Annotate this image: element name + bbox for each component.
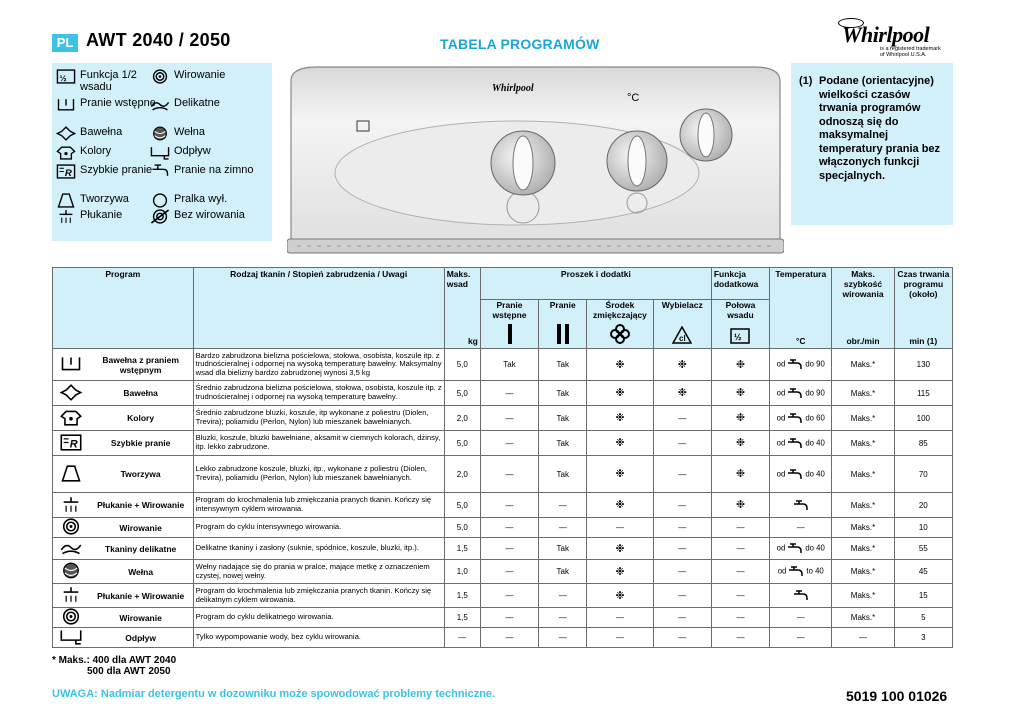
max-load: 1,5 <box>444 584 480 608</box>
col-detergent: Proszek i dodatki <box>480 268 711 300</box>
prewash-icon <box>56 97 76 111</box>
duration-value: 3 <box>894 628 952 648</box>
col-softener: Środek zmiękczający <box>587 299 653 320</box>
note-text: Podane (orientacyjne) wielkości czasów trwania programów odnoszą się do maksymalnej temperatury prania bez włączonych funkcji specjalnych. <box>819 75 941 182</box>
softener-value: ❉ <box>587 560 653 584</box>
prewash-compartment-icon <box>480 320 538 349</box>
unit-rpm: obr./min <box>832 320 894 349</box>
program-description: Program do krochmalenia lub zmiękczania pranych tkanin. Kończy się intensywnym cyklem wirowania. <box>193 493 444 518</box>
no-spin-icon <box>150 209 170 223</box>
program-name: Wirowanie <box>89 518 193 538</box>
legend-label: Bez wirowania <box>174 209 245 221</box>
legend-label: Delikatne <box>174 97 220 109</box>
temperature-value: od do 60 <box>770 406 832 431</box>
half-load-value: ❉ <box>711 456 769 493</box>
bleach-value: — <box>653 456 711 493</box>
bleach-value: — <box>653 608 711 628</box>
control-panel-drawing <box>287 63 784 256</box>
programme-knob[interactable] <box>491 131 555 195</box>
wash-value: — <box>539 608 587 628</box>
prewash-icon <box>53 349 89 381</box>
legend-item <box>150 145 254 159</box>
wash-compartment-icon <box>539 320 587 349</box>
programme-table <box>52 267 953 648</box>
col-temp: Temperatura <box>770 268 832 300</box>
legend-label: Pralka wył. <box>174 193 228 205</box>
duration-value: 45 <box>894 560 952 584</box>
rinse-icon <box>53 493 89 518</box>
wash-value: Tak <box>539 456 587 493</box>
temperature-value: od to 40 <box>770 560 832 584</box>
col-fabric: Rodzaj tkanin / Stopień zabrudzenia / Uwagi <box>193 268 444 300</box>
temperature-value: od do 90 <box>770 381 832 406</box>
temperature-value: od do 90 <box>770 349 832 381</box>
col-wash: Pranie <box>539 299 587 320</box>
table-row <box>53 608 953 628</box>
unit-minutes: min (1) <box>894 320 952 349</box>
max-load: 1,0 <box>444 560 480 584</box>
temperature-value <box>770 493 832 518</box>
program-name: Kolory <box>89 406 193 431</box>
bleach-value: — <box>653 493 711 518</box>
duration-value: 130 <box>894 349 952 381</box>
half-load-value: — <box>711 518 769 538</box>
legend-item <box>56 193 160 207</box>
colours-icon <box>56 145 76 159</box>
spin-icon <box>53 608 89 628</box>
temperature-value: od do 40 <box>770 538 832 560</box>
program-description: Delikatne tkaniny i zasłony (suknie, spódnice, koszule, bluzki, itp.). <box>193 538 444 560</box>
program-description: Średnio zabrudzona bielizna pościelowa, stołowa, osobista, koszule itp. z trudnościeralnej i odpornej na wysoką temperaturę bawełny. <box>193 381 444 406</box>
legend-item <box>150 193 254 207</box>
program-name: Tkaniny delikatne <box>89 538 193 560</box>
legend-item <box>150 164 254 178</box>
program-name: Płukanie + Wirowanie <box>89 493 193 518</box>
wash-value: — <box>539 518 587 538</box>
softener-value: ❉ <box>587 456 653 493</box>
softener-compartment-icon <box>587 320 653 349</box>
col-half-load: Połowa wsadu <box>711 299 769 320</box>
duration-value: 20 <box>894 493 952 518</box>
program-description: Program do cyklu delikatnego wirowania. <box>193 608 444 628</box>
wash-value: — <box>539 493 587 518</box>
wash-value: — <box>539 628 587 648</box>
softener-value: ❉ <box>587 538 653 560</box>
max-load: 1,5 <box>444 538 480 560</box>
program-name: Odpływ <box>89 628 193 648</box>
half-load-value: — <box>711 608 769 628</box>
temperature-value <box>770 584 832 608</box>
wash-value: Tak <box>539 349 587 381</box>
svg-text:R: R <box>64 167 72 179</box>
whirlpool-logo <box>830 14 960 62</box>
col-time: Czas trwania programu (około) <box>894 268 952 300</box>
spin-speed-value: — <box>832 628 894 648</box>
synthetics-icon <box>56 193 76 207</box>
svg-text:cl: cl <box>679 334 686 343</box>
program-description: Program do krochmalenia lub zmiękczania pranych tkanin. Kończy się delikatnym cyklem wirowania. <box>193 584 444 608</box>
duration-note <box>791 63 953 225</box>
duration-value: 100 <box>894 406 952 431</box>
softener-value: ❉ <box>587 381 653 406</box>
max-load: 5,0 <box>444 431 480 456</box>
softener-value: — <box>587 608 653 628</box>
half-load-value: ❉ <box>711 381 769 406</box>
table-row <box>53 560 953 584</box>
note-number: (1) <box>799 75 813 87</box>
bleach-value: ❉ <box>653 381 711 406</box>
program-description: Bluzki, koszule, bluzki bawełniane, aksamit w ciemnych kolorach, dżinsy, itp. lekko zabrudzone. <box>193 431 444 456</box>
legend-item <box>56 164 160 178</box>
rinse-icon <box>56 209 76 223</box>
half-load-icon <box>56 69 76 83</box>
softener-value: — <box>587 628 653 648</box>
cotton-icon <box>56 126 76 140</box>
temperature-value: od do 40 <box>770 456 832 493</box>
prewash-value: — <box>480 628 538 648</box>
softener-value: — <box>587 518 653 538</box>
svg-text:½: ½ <box>734 332 742 342</box>
legend-item <box>56 209 160 223</box>
max-load: 5,0 <box>444 349 480 381</box>
drain-icon <box>53 628 89 648</box>
bleach-value: — <box>653 538 711 560</box>
col-prewash: Pranie wstępne <box>480 299 538 320</box>
wash-value: Tak <box>539 538 587 560</box>
legend-label: Kolory <box>80 145 112 157</box>
legend-item <box>56 97 160 111</box>
max-load: 2,0 <box>444 456 480 493</box>
max-load: 1,5 <box>444 608 480 628</box>
bleach-value: — <box>653 518 711 538</box>
duration-value: 5 <box>894 608 952 628</box>
legend-label: Wełna <box>174 126 205 138</box>
symbol-legend <box>52 63 272 241</box>
program-name: Wirowanie <box>89 608 193 628</box>
program-description: Wełny nadające się do prania w pralce, mające metkę z oznaczeniem czystej, nowej wełny. <box>193 560 444 584</box>
spin-speed-value: Maks.* <box>832 431 894 456</box>
document-code: 5019 100 01026 <box>846 688 948 704</box>
table-row <box>53 493 953 518</box>
spin-speed-value: Maks.* <box>832 584 894 608</box>
off-icon <box>150 193 170 207</box>
legend-label: Bawełna <box>80 126 123 138</box>
half-load-value: ❉ <box>711 493 769 518</box>
table-row <box>53 431 953 456</box>
half-load-value: ❉ <box>711 431 769 456</box>
unit-celsius: °C <box>770 320 832 349</box>
bleach-compartment-icon <box>653 320 711 349</box>
program-name: Bawełna <box>89 381 193 406</box>
prewash-value: — <box>480 431 538 456</box>
temperature-value: — <box>770 518 832 538</box>
table-row <box>53 584 953 608</box>
half-load-value: — <box>711 560 769 584</box>
prewash-value: — <box>480 518 538 538</box>
legend-item <box>150 209 254 223</box>
col-bleach: Wybielacz <box>653 299 711 320</box>
duration-value: 10 <box>894 518 952 538</box>
temperature-knob[interactable] <box>607 131 667 191</box>
col-program: Program <box>53 268 194 300</box>
prewash-value: — <box>480 406 538 431</box>
unit-kg: kg <box>444 320 480 349</box>
spin-icon <box>150 69 170 83</box>
legend-label: Funkcja 1/2 wsadu <box>80 69 137 93</box>
svg-text:½: ½ <box>59 72 67 83</box>
spin-icon <box>53 518 89 538</box>
bleach-value: — <box>653 560 711 584</box>
language-badge: PL <box>52 34 78 52</box>
spin-speed-value: Maks.* <box>832 349 894 381</box>
warning-text: UWAGA: Nadmiar detergentu w dozowniku może spowodować problemy techniczne. <box>52 688 496 700</box>
spin-speed-knob[interactable] <box>680 109 732 161</box>
softener-value: ❉ <box>587 406 653 431</box>
program-description: Bardzo zabrudzona bielizna pościelowa, stołowa, osobista, koszule itp. z trudnościeralnej i odpornej na wysoką temperaturę bawełny. Maksymalny wsad dla bielizny bardzo zabrudzonej wynosi 3,5 kg <box>193 349 444 381</box>
duration-value: 85 <box>894 431 952 456</box>
spin-speed-value: Maks.* <box>832 560 894 584</box>
softener-value: ❉ <box>587 349 653 381</box>
legend-item <box>56 145 160 159</box>
prewash-value: — <box>480 456 538 493</box>
model-title: AWT 2040 / 2050 <box>86 30 231 50</box>
drain-icon <box>150 145 170 159</box>
col-extra: Funkcja dodatkowa <box>711 268 769 300</box>
wash-value: Tak <box>539 381 587 406</box>
table-row <box>53 406 953 431</box>
program-name: Wełna <box>89 560 193 584</box>
legend-label: Szybkie pranie <box>80 164 153 176</box>
panel-temp-symbol: °C <box>627 92 640 104</box>
legend-label: Pranie na zimno <box>174 164 254 176</box>
program-description: Średnio zabrudzone bluzki, koszule, itp wykonane z poliestru (Diolen, Trevira); poliamidu (Perlon, Nylon) lub mieszanek bawełnianych. <box>193 406 444 431</box>
bleach-value: — <box>653 431 711 456</box>
half-load-value: — <box>711 584 769 608</box>
col-load: Maks. wsad <box>444 268 480 300</box>
spin-speed-value: Maks.* <box>832 456 894 493</box>
delicates-icon <box>150 97 170 111</box>
softener-value: ❉ <box>587 493 653 518</box>
legend-item <box>150 126 254 140</box>
col-speed: Maks. szybkość wirowania <box>832 268 894 300</box>
spin-speed-value: Maks.* <box>832 518 894 538</box>
program-name: Bawełna z praniem wstępnym <box>89 349 193 381</box>
half-load-value: — <box>711 628 769 648</box>
spin-speed-value: Maks.* <box>832 406 894 431</box>
temperature-value: od do 40 <box>770 431 832 456</box>
legend-item <box>56 69 160 93</box>
program-name: Szybkie pranie <box>89 431 193 456</box>
prewash-value: — <box>480 560 538 584</box>
control-panel-illustration <box>287 63 784 256</box>
wash-value: Tak <box>539 431 587 456</box>
prewash-value: — <box>480 538 538 560</box>
quick-wash-icon <box>56 164 76 178</box>
synthetics-icon <box>53 456 89 493</box>
temperature-value: — <box>770 608 832 628</box>
prewash-value: Tak <box>480 349 538 381</box>
temperature-value: — <box>770 628 832 648</box>
trademark-note: is a registered trademark of Whirlpool U.S.A. <box>880 46 941 58</box>
wash-value: — <box>539 584 587 608</box>
quick-wash-icon <box>53 431 89 456</box>
table-row <box>53 456 953 493</box>
softener-value: ❉ <box>587 431 653 456</box>
bleach-value: ❉ <box>653 349 711 381</box>
delicates-icon <box>53 538 89 560</box>
max-load: — <box>444 628 480 648</box>
legend-label: Płukanie <box>80 209 123 221</box>
legend-label: Pranie wstępne <box>80 97 156 109</box>
duration-value: 15 <box>894 584 952 608</box>
rinse-icon <box>53 584 89 608</box>
max-load: 5,0 <box>444 381 480 406</box>
softener-value: ❉ <box>587 584 653 608</box>
spin-speed-value: Maks.* <box>832 493 894 518</box>
tap-icon <box>150 164 170 178</box>
wool-icon <box>53 560 89 584</box>
table-row <box>53 381 953 406</box>
legend-label: Wirowanie <box>174 69 226 81</box>
half-load-value: — <box>711 538 769 560</box>
logo-brand: Whirlpool <box>842 22 930 47</box>
max-load: 5,0 <box>444 518 480 538</box>
half-load-value: ❉ <box>711 406 769 431</box>
duration-value: 115 <box>894 381 952 406</box>
wash-value: Tak <box>539 560 587 584</box>
prewash-value: — <box>480 584 538 608</box>
legend-item <box>150 97 254 111</box>
bleach-value: — <box>653 584 711 608</box>
duration-value: 70 <box>894 456 952 493</box>
bleach-value: — <box>653 628 711 648</box>
table-row <box>53 349 953 381</box>
colours-icon <box>53 406 89 431</box>
half-load-value: ❉ <box>711 349 769 381</box>
legend-label: Odpływ <box>174 145 211 157</box>
prewash-value: — <box>480 493 538 518</box>
footnote-max-speed: * Maks.: 400 dla AWT 2040 500 dla AWT 2050 <box>52 655 177 677</box>
duration-value: 55 <box>894 538 952 560</box>
program-description: Program do cyklu intensywnego wirowania. <box>193 518 444 538</box>
max-load: 5,0 <box>444 493 480 518</box>
svg-text:R: R <box>69 437 78 450</box>
program-description: Lekko zabrudzone koszule, bluzki, itp., wykonane z poliestru (Diolen, Trevira), poliamidu (Perlon, Nylon) lub mieszanek bawełnianych. <box>193 456 444 493</box>
panel-brand: Whirlpool <box>492 83 534 94</box>
spin-speed-value: Maks.* <box>832 608 894 628</box>
legend-item <box>150 69 254 83</box>
table-row <box>53 518 953 538</box>
wool-icon <box>150 126 170 140</box>
cotton-icon <box>53 381 89 406</box>
wash-value: Tak <box>539 406 587 431</box>
prewash-value: — <box>480 381 538 406</box>
spin-speed-value: Maks.* <box>832 538 894 560</box>
page-title: TABELA PROGRAMÓW <box>440 36 600 52</box>
program-description: Tylko wypompowanie wody, bez cyklu wirowania. <box>193 628 444 648</box>
prewash-value: — <box>480 608 538 628</box>
legend-label: Tworzywa <box>80 193 129 205</box>
half-load-col-icon <box>711 320 769 349</box>
program-name: Tworzywa <box>89 456 193 493</box>
program-name: Płukanie + Wirowanie <box>89 584 193 608</box>
spin-speed-value: Maks.* <box>832 381 894 406</box>
bleach-value: — <box>653 406 711 431</box>
max-load: 2,0 <box>444 406 480 431</box>
table-row <box>53 628 953 648</box>
legend-item <box>56 126 160 140</box>
table-row <box>53 538 953 560</box>
